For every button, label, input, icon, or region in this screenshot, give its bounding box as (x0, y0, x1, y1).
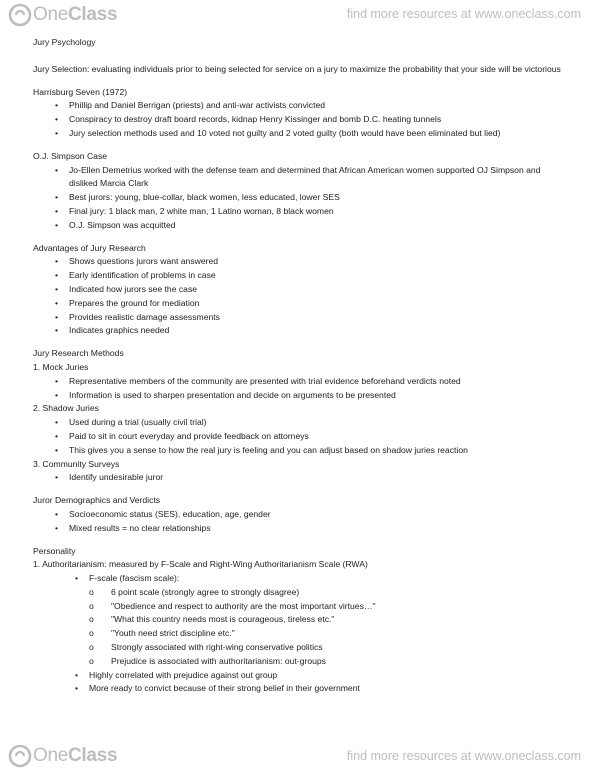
list-item-text: Representative members of the community are presented with trial evidence beforehand verdicts noted (69, 375, 461, 386)
bullet-icon: • (55, 192, 59, 203)
list-item (33, 269, 568, 283)
bullet-icon: • (55, 100, 59, 111)
list-item (33, 508, 568, 522)
list-item-text: Early identification of problems in case (69, 270, 216, 281)
list-item (33, 682, 568, 696)
section-heading-demographics: Juror Demographics and Verdicts (33, 495, 161, 506)
list-item (33, 641, 568, 655)
list-item (33, 127, 568, 141)
list-item (33, 375, 568, 389)
page-header (0, 0, 595, 30)
bullet-icon: • (55, 417, 59, 428)
bullet-icon: • (55, 389, 59, 400)
bullet-icon: • (55, 375, 59, 386)
list-item (33, 297, 568, 311)
list-item (33, 164, 568, 192)
list-item-text: Prejudice is associated with authoritarianism: out-groups (111, 655, 326, 666)
list-item (33, 389, 568, 403)
list-item (33, 572, 568, 586)
list-item (33, 613, 568, 627)
list-item-text: Jury selection methods used and 10 voted not guilty and 2 voted guilty (both would have been eliminated but lied) (69, 127, 501, 138)
list-item-text: Information is used to sharpen presentation and decide on arguments to be presented (69, 389, 396, 400)
logo-text-one: One (33, 745, 69, 766)
list-item-text: This gives you a sense to how the real jury is feeling and you can adjust based on shadow juries reaction (69, 444, 468, 455)
sub-bullet-marker: o (89, 586, 94, 597)
header-tagline[interactable]: find more resources at www.oneclass.com (346, 7, 581, 21)
numbered-heading-mock-juries: 1. Mock Juries (33, 361, 89, 372)
list-item-text: Strongly associated with right-wing conservative politics (111, 642, 323, 653)
numbered-heading-community-surveys: 3. Community Surveys (33, 458, 120, 469)
list-item (33, 430, 568, 444)
bullet-icon: • (55, 325, 59, 336)
list-item (33, 99, 568, 113)
list-item (33, 655, 568, 669)
list-item (33, 669, 568, 683)
bullet-icon: • (55, 311, 59, 322)
sub-bullet-marker: o (89, 642, 94, 653)
intro-paragraph: Jury Selection: evaluating individuals prior to being selected for service on a jury to maximize the probability that your side will be victorious (33, 63, 561, 74)
bullet-icon: • (55, 444, 59, 455)
list-item (33, 113, 568, 127)
document-body (33, 36, 568, 696)
list-item-text: "Obedience and respect to authority are the most important virtues…" (111, 600, 376, 611)
section-heading-oj-simpson: O.J. Simpson Case (33, 150, 108, 161)
numbered-heading-authoritarianism: 1. Authoritarianism: measured by F-Scale and Right-Wing Authoritarianism Scale (RWA) (33, 559, 368, 570)
list-item-text: Conspiracy to destroy draft board records, kidnap Henry Kissinger and bomb D.C. heating tunnels (69, 114, 442, 125)
bullet-icon: • (55, 297, 59, 308)
list-item (33, 522, 568, 536)
oneclass-logo (8, 744, 117, 768)
bullet-icon: • (55, 472, 59, 483)
bullet-icon: • (55, 164, 59, 175)
list-item (33, 219, 568, 233)
bullet-icon: • (55, 430, 59, 441)
bullet-icon: • (55, 508, 59, 519)
oneclass-logo-icon (8, 744, 32, 768)
list-item (33, 416, 568, 430)
oneclass-logo-icon (8, 3, 32, 27)
bullet-icon: • (75, 573, 79, 584)
sub-bullet-marker: o (89, 614, 94, 625)
list-item-text: O.J. Simpson was acquitted (69, 219, 176, 230)
section-heading-research-methods: Jury Research Methods (33, 348, 124, 359)
numbered-heading-shadow-juries: 2. Shadow Juries (33, 403, 99, 414)
logo-text-one: One (33, 4, 69, 25)
list-item-text: Prepares the ground for mediation (69, 297, 200, 308)
list-item-text: More ready to convict because of their strong belief in their government (89, 683, 360, 694)
list-item-text: Jo-Ellen Demetrius worked with the defense team and determined that African American women supported OJ Simpson and disliked Marcia Clark (69, 164, 541, 189)
list-item-text: Best jurors: young, blue-collar, black women, less educated, lower SES (69, 192, 340, 203)
list-item (33, 191, 568, 205)
list-item (33, 324, 568, 338)
page-footer (0, 742, 595, 770)
sub-bullet-marker: o (89, 655, 94, 666)
list-item-text: Indicated how jurors see the case (69, 283, 198, 294)
list-item-text: Socioeconomic status (SES), education, age, gender (69, 508, 271, 519)
section-heading-harrisburg: Harrisburg Seven (1972) (33, 86, 128, 97)
bullet-icon: • (75, 683, 79, 694)
bullet-icon: • (55, 114, 59, 125)
logo-text-class: Class (68, 745, 118, 766)
logo-text-class: Class (68, 4, 118, 25)
bullet-icon: • (55, 219, 59, 230)
list-item-text: Provides realistic damage assessments (69, 311, 220, 322)
list-item (33, 600, 568, 614)
section-heading-personality: Personality (33, 545, 76, 556)
list-item-text: Phillip and Daniel Berrigan (priests) and anti-war activists convicted (69, 100, 326, 111)
list-item (33, 283, 568, 297)
sub-bullet-marker: o (89, 600, 94, 611)
list-item (33, 205, 568, 219)
list-item-text: Final jury: 1 black man, 2 white man, 1 Latino woman, 8 black women (69, 205, 334, 216)
bullet-icon: • (55, 522, 59, 533)
logo-wordmark (33, 4, 117, 26)
bullet-icon: • (55, 256, 59, 267)
list-item (33, 255, 568, 269)
bullet-icon: • (55, 205, 59, 216)
logo-wordmark (33, 745, 117, 767)
bullet-icon: • (55, 270, 59, 281)
document-title: Jury Psychology (33, 37, 96, 47)
list-item-text: Shows questions jurors want answered (69, 256, 219, 267)
list-item-text: "Youth need strict discipline etc." (111, 628, 235, 639)
list-item-text: Indicates graphics needed (69, 325, 170, 336)
list-item-text: F-scale (fascism scale): (89, 573, 180, 584)
bullet-icon: • (55, 283, 59, 294)
list-item-text: Identify undesirable juror (69, 472, 164, 483)
list-item-text: Highly correlated with prejudice against out group (89, 669, 278, 680)
sub-bullet-marker: o (89, 628, 94, 639)
list-item (33, 627, 568, 641)
bullet-icon: • (75, 669, 79, 680)
list-item-text: Mixed results = no clear relationships (69, 522, 211, 533)
list-item (33, 444, 568, 458)
section-heading-advantages: Advantages of Jury Research (33, 242, 146, 253)
list-item-text: 6 point scale (strongly agree to strongly disagree) (111, 586, 300, 597)
list-item (33, 311, 568, 325)
list-item (33, 471, 568, 485)
list-item-text: Used during a trial (usually civil trial) (69, 417, 207, 428)
list-item-text: Paid to sit in court everyday and provide feedback on attorneys (69, 430, 309, 441)
footer-tagline[interactable]: find more resources at www.oneclass.com (346, 749, 581, 763)
oneclass-logo (8, 3, 117, 27)
list-item-text: "What this country needs most is courageous, tireless etc." (111, 614, 335, 625)
bullet-icon: • (55, 127, 59, 138)
list-item (33, 586, 568, 600)
